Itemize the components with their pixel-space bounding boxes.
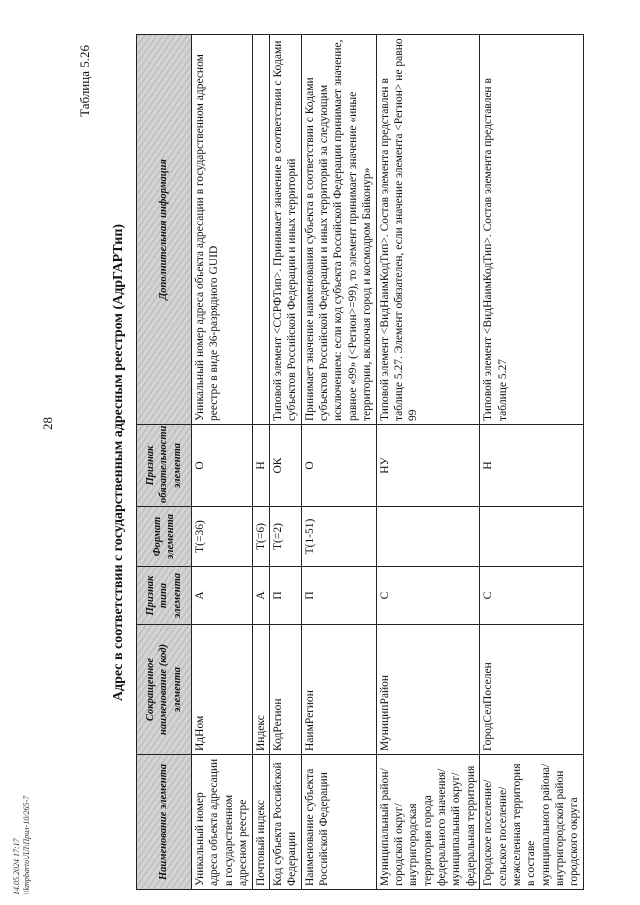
header-cell: Дополнительная информация	[137, 35, 192, 425]
table-title: Адрес в соответствии с государственным адресным реестром (АдрГАРТип)	[111, 223, 126, 702]
cell-required: Н	[252, 425, 269, 507]
data-table	[136, 34, 584, 890]
cell-required: НУ	[376, 425, 480, 507]
table-number: Таблица 5.26	[77, 45, 92, 117]
cell-info: Типовой элемент <ССРФТип>. Принимает значение в соответствии с Кодами субъектов Российской Федерации и иных территорий	[269, 35, 301, 425]
cell-required: ОК	[269, 425, 301, 507]
cell-format: Т(1-51)	[301, 507, 376, 567]
header-cell: Формат элемента	[137, 507, 192, 567]
header-row	[137, 35, 192, 890]
cell-code: ГородСелПоселен	[480, 625, 584, 755]
cell-element-name: Почтовый индекс	[252, 755, 269, 890]
cell-format: Т(=36)	[192, 507, 253, 567]
footer-stamp	[12, 796, 31, 895]
table-row	[376, 35, 480, 890]
cell-code: ИдНом	[192, 625, 253, 755]
cell-info: Типовой элемент <ВидНаимКодТип>. Состав элемента представлен в таблице 5.27. Элемент обязателен, если значение элемента <Регион> не равно 99	[376, 35, 480, 425]
cell-format	[376, 507, 480, 567]
cell-type: С	[376, 567, 480, 625]
cell-format	[480, 507, 584, 567]
header-cell: Наименование элемента	[137, 755, 192, 890]
cell-element-name: Городское поселение/сельское поселение/межселенная территория в составе муниципального района/внутригородской район городского округа	[480, 755, 584, 890]
cell-required: О	[301, 425, 376, 507]
footer-date: 14.05.2024 17:17	[12, 838, 21, 895]
cell-element-name: Уникальный номер адреса объекта адресации в государственном адресном реестре	[192, 755, 253, 890]
cell-type: С	[480, 567, 584, 625]
footer-path: \\kmpbarto\ЛЛ\Прил-10/265-7	[21, 795, 31, 895]
cell-type: А	[252, 567, 269, 625]
table-row	[192, 35, 253, 890]
rotated-content	[70, 35, 584, 890]
table-row	[301, 35, 376, 890]
table-row	[480, 35, 584, 890]
cell-required: О	[192, 425, 253, 507]
cell-code: КодРегион	[269, 625, 301, 755]
cell-element-name: Код субъекта Российской Федерации	[269, 755, 301, 890]
cell-format: Т(=2)	[269, 507, 301, 567]
table-row	[269, 35, 301, 890]
cell-type: А	[192, 567, 253, 625]
header-cell: Признак обязательности элемента	[137, 425, 192, 507]
cell-format: Т(=6)	[252, 507, 269, 567]
header-cell: Сокращенное наименование (код) элемента	[137, 625, 192, 755]
cell-info: Принимает значение наименования субъекта в соответствии с Кодами субъектов Российской Федерации и иных территорий за следующим исключением: если код субъекта Российской Федерации принимает значение, равное «99» (<Регион>=99), то элемент принимает значение «иные территории, включая город и космодром Байконур»	[301, 35, 376, 425]
cell-code: Индекс	[252, 625, 269, 755]
cell-info: Типовой элемент <ВидНаимКодТип>. Состав элемента представлен в таблице 5.27	[480, 35, 584, 425]
cell-code: НаимРегион	[301, 625, 376, 755]
cell-type: П	[269, 567, 301, 625]
cell-element-name: Наименование субъекта Российской Федерации	[301, 755, 376, 890]
table-row	[252, 35, 269, 890]
header-cell: Признак типа элемента	[137, 567, 192, 625]
cell-info: Уникальный номер адреса объекта адресации в государственном адресном реестре в виде 36-разрядного GUID	[192, 35, 253, 425]
page-number: 28	[40, 417, 55, 430]
cell-type: П	[301, 567, 376, 625]
cell-required: Н	[480, 425, 584, 507]
cell-element-name: Муниципальный район/городской округ/внутригородская территория города федерального значения/муниципальный округ/федеральная территория	[376, 755, 480, 890]
cell-code: МуниципРайон	[376, 625, 480, 755]
cell-info	[252, 35, 269, 425]
